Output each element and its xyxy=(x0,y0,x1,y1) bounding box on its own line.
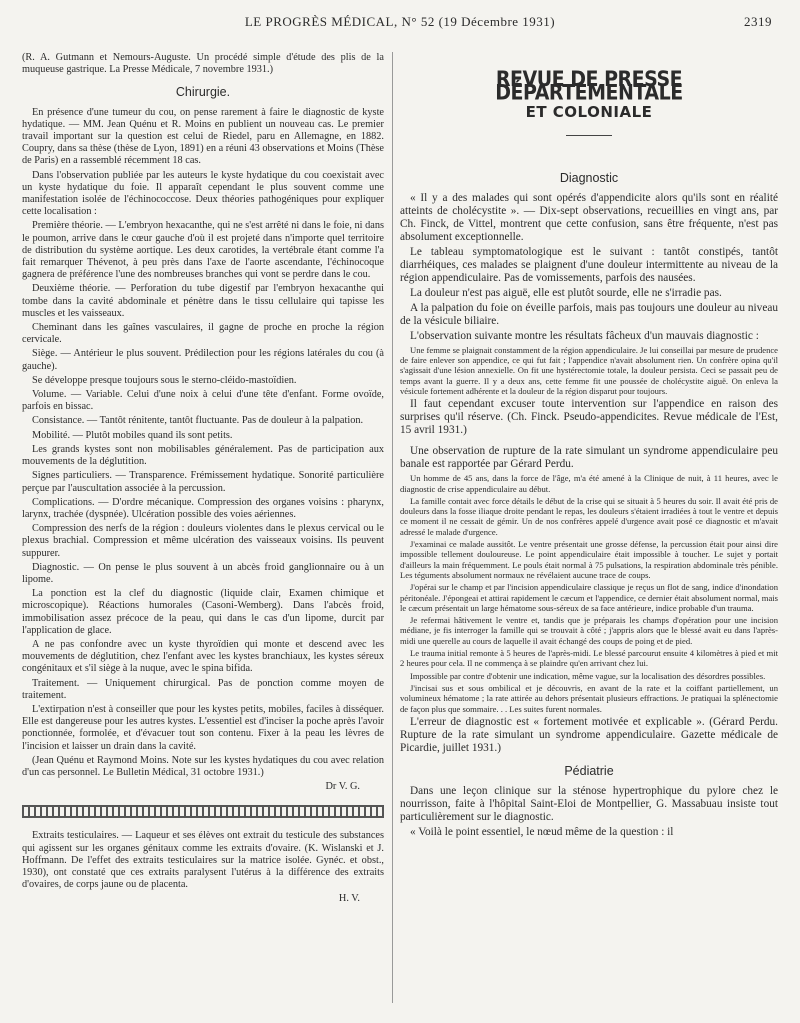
paragraph: « Il y a des malades qui sont opérés d'appendicite alors qu'ils sont en réalité atteints de cholécystite ». — Dix-sept observations, recueillies en vingt ans, par Ch. Finck, de Vittel, montrent que cette confusion, sans être fréquente, n'est pas absolument exceptionnelle. xyxy=(400,191,778,243)
signature: Dr V. G. xyxy=(325,781,360,793)
revue-title: REVUE DE PRESSE DÉPARTEMENTALE xyxy=(495,66,683,106)
paragraph: A la palpation du foie on éveille parfois, mais pas toujours une douleur au niveau de la vésicule biliaire. xyxy=(400,301,778,327)
paragraph: Diagnostic. — On pense le plus souvent à un abcès froid ganglionnaire ou à un lipome. xyxy=(22,561,384,585)
intro-citation: (R. A. Gutmann et Nemours-Auguste. Un procédé simple d'étude des plis de la muqueuse gastrique. La Presse Médicale, 7 novembre 1931.) xyxy=(22,52,384,76)
paragraph: La douleur n'est pas aiguë, elle est plutôt sourde, elle ne s'irradie pas. xyxy=(410,286,722,299)
paragraph: Se développe presque toujours sous le sterno-cléido-mastoïdien. xyxy=(32,374,297,386)
paragraph: Consistance. — Tantôt rénitente, tantôt fluctuante. Pas de douleur à la palpation. xyxy=(32,415,364,427)
paragraph: (Jean Quénu et Raymond Moins. Note sur les kystes hydatiques du cou avec relation d'un cas personnel. Le Bulletin Médical, 31 octobre 1931.) xyxy=(22,754,384,778)
case-report: J'opérai sur le champ et par l'incision appendiculaire classique je reçus un flot de sang, indice d'inondation péritonéale. J'épongeai et attirai rapidement le cæcum et l'appendice, ce dernier était absolument normal, mais le cæcum présentait un large hématome sous-séreux de sa face antérieure, indice probable d'un trauma. xyxy=(400,582,778,613)
paragraph: Compression des nerfs de la région : douleurs violentes dans le plexus cervical ou le plexus brachial. Compression et même ulcération des vaisseaux voisins. Ils peuvent suppurer. xyxy=(22,523,384,559)
left-column xyxy=(22,52,384,1015)
case-report: J'examinai ce malade aussitôt. Le ventre présentait une grosse défense, la percussion était pour ainsi dire impossible tellement douloureuse. Le point appendiculaire était impossible à toucher. Le sujet y portait d'ailleurs la main fréquemment. Le pouls était normal à 75 pulsations, la respiration abdominale très pénible. Les téguments absolument normaux ne révélaient aucune trace de coups. xyxy=(400,539,778,580)
paragraph-rupture: Une observation de rupture de la rate simulant un syndrome appendiculaire peu banale est rapportée par Gérard Perdu. xyxy=(400,445,778,471)
paragraph: L'extirpation n'est à conseiller que pour les kystes petits, mobiles, faciles à disséquer. Elle est dangereuse pour les autres kystes. L'essentiel est d'inciser la poche après l'avoir ponctionnée, formolée, et d'évacuer tout son contenu. Fixer à la peau les lèvres de l'incision et laisser un drain dans la cavité. xyxy=(22,703,384,752)
paragraph: Signes particuliers. — Transparence. Frémissement hydatique. Sonorité particulière perçue par l'auscultation associée à la percussion. xyxy=(22,470,384,494)
paragraph: L'erreur de diagnostic est « fortement motivée et explicable ». (Gérard Perdu. Rupture de la rate simulant un syndrome appendiculaire. Gazette médicale de Picardie, juillet 1931.) xyxy=(400,715,778,754)
paragraph-extraits: Extraits testiculaires. — Laqueur et ses élèves ont extrait du testicule des substances qui agissent sur les organes génitaux comme les extraits d'ovaire. (K. Wislanski et J. Hoffmann. De l'effet des extraits testiculaires sur la matrice isolée. Gynéc. et obst., 1930), ont constaté que ces extraits paralysent l'utérus à la différence des extraits d'ovaires, de corps jaune ou de placenta. xyxy=(22,830,384,891)
right-column xyxy=(400,52,778,1015)
paragraph: Cheminant dans les gaînes vasculaires, il gagne de proche en proche la région cervicale. xyxy=(22,322,384,346)
paragraph: En présence d'une tumeur du cou, on pense rarement à faire le diagnostic de kyste hydatique. — MM. Jean Quénu et R. Moins en publient un nouveau cas. Le premier travail important sur la question est celui de Riedel, paru en Allemagne, en 1882. Coupry, dans sa thèse (thèse de Lyon, 1891) en a réuni 43 observations et Moins (Thèse de Paris) en a rassemblé récemment 18 cas. xyxy=(22,106,384,167)
paragraph: Dans une leçon clinique sur la sténose hypertrophique du pylore chez le nourrisson, faite à l'hôpital Saint-Eloi de Montpellier, G. Massabuau insiste tout particulièrement sur le diagnostic. xyxy=(400,785,778,824)
paragraph: Complications. — D'ordre mécanique. Compression des organes voisins : pharynx, larynx, trachée (dyspnée). Ulcération possible des voies aériennes. xyxy=(22,496,384,520)
section-title-chirurgie: Chirurgie. xyxy=(175,85,231,100)
column-divider xyxy=(392,52,393,1003)
paragraph: Il faut cependant excuser toute intervention sur l'appendice en raison des surprises qu'il réserve. (Ch. Finck. Pseudo-appendicites. Revue médicale de l'Est, 15 avril 1931.) xyxy=(400,398,778,437)
case-report: Impossible par contre d'obtenir une indication, même vague, sur la localisation des désordres possibles. xyxy=(410,670,766,681)
paragraph: Dans l'observation publiée par les auteurs le kyste hydatique du cou coexistait avec un kyste hydatique du foie. Il apparaît cependant le plus souvent comme une manifestation isolée de l'échinococcose. Deux théories pathogéniques pour expliquer cette localisation : xyxy=(22,169,384,218)
paragraph: La ponction est la clef du diagnostic (liquide clair, Examen chimique et microscopique). Réactions humorales (Casoni-Wemberg). Dans l'abcès froid, immobilisation assez précoce de la peau, qui dans le cas d'un lipome, durcit par l'application de glace. xyxy=(22,588,384,636)
decorative-divider xyxy=(22,805,384,818)
title-rule xyxy=(566,135,612,136)
revue-subtitle: ET COLONIALE xyxy=(525,103,653,122)
case-report: Je refermai hâtivement le ventre et, tandis que je préparais les champs d'opération pour une incision médiane, je fis interroger la famille qui se trouvait à côté ; j'appris alors que le blessé avait eu dans l'après-midi une querelle au cours de laquelle il avait échangé des coups de poing et de pied. xyxy=(400,615,778,646)
paragraph: Volume. — Variable. Celui d'une noix à celui d'une tête d'enfant. Forme ovoïde, parfois en bissac. xyxy=(22,389,384,413)
signature: H. V. xyxy=(338,893,360,905)
paragraph: « Voilà le point essentiel, le nœud même de la question : il xyxy=(410,826,674,839)
page-header xyxy=(22,14,778,36)
case-report: J'incisai sus et sous ombilical et je découvris, en avant de la rate et la coiffant partiellement, un volumineux hématome ; la rate attirée au dehors présentait plusieurs effractions. Je pratiquai la splénectomie de façon plus que sommaire. . . Les suites furent normales. xyxy=(400,682,778,714)
section-title-diagnostic: Diagnostic xyxy=(559,170,619,185)
paragraph: Les grands kystes sont non mobilisables généralement. Pas de participation aux mouvements de la déglutition. xyxy=(22,443,384,468)
case-report: Le trauma initial remonte à 5 heures de l'après-midi. Le blessé parcourut ensuite 4 kilomètres à pied et mit 2 heures pour cela. Il ne commença à se plaindre qu'en arrivant chez lui. xyxy=(400,648,778,669)
paragraph: L'observation suivante montre les résultats fâcheux d'un mauvais diagnostic : xyxy=(410,329,759,342)
paragraph: Traitement. — Uniquement chirurgical. Pas de ponction comme moyen de traitement. xyxy=(22,677,384,701)
journal-title: LE PROGRÈS MÉDICAL, N° 52 (19 Décembre 1931) xyxy=(244,14,556,29)
paragraph: Le tableau symptomatologique est le suivant : tantôt constipés, tantôt diarrhéiques, ces malades se plaignent d'une douleur intermittente au niveau de la région appendiculaire. Pas de vomissements, parfois des nausées. xyxy=(400,245,778,284)
paragraph: Siège. — Antérieur le plus souvent. Prédilection pour les régions latérales du cou (à gauche). xyxy=(22,348,384,372)
paragraph: Mobilité. — Plutôt mobiles quand ils sont petits. xyxy=(32,429,233,441)
case-report: La famille contait avec force détails le début de la crise qui se situait à 5 heures du soir. Il avait été pris de douleurs dans la fosse iliaque droite pendant le repas, les douleurs s'étaient irradiées à tout le ventre et depuis ce moment il ne cessait de gémir. Un de nos confrères appelé d'urgence avait posé ce diagnostic et m'avait adressé le malade d'urgence. xyxy=(400,495,778,537)
section-title-pediatrie: Pédiatrie xyxy=(564,763,614,778)
paragraph: Première théorie. — L'embryon hexacanthe, qui ne s'est arrêté ni dans le foie, ni dans le poumon, arrive dans le cœur gauche d'où il est projeté dans n'importe quel territoire de distribution du système aortique. Les deux carotides, la vertébrale étant comme l'a fait remarquer Thévenot, à peu près dans l'axe de l'aorte ascendante, l'échinocoque gagnera de préférence l'une des nombreuses branches qui vont se perdre dans le cou. xyxy=(22,220,384,281)
page-number: 2319 xyxy=(744,14,772,29)
paragraph: A ne pas confondre avec un kyste thyroïdien qui monte et descend avec les mouvements de déglutition, chez l'enfant avec les kystes branchiaux, les kystes séreux congénitaux et s'il siège à la nuque, avec le spina bifida. xyxy=(22,638,384,675)
case-report: Un homme de 45 ans, dans la force de l'âge, m'a été amené à la Clinique de nuit, à 11 heures, avec le diagnostic de crise appendiculaire au début. xyxy=(400,473,778,494)
paragraph: Deuxième théorie. — Perforation du tube digestif par l'embryon hexacanthe qui tombe dans la cavité abdominale et pénètre dans le tissu cellulaire qui tapisse les muscles et les vaisseaux. xyxy=(22,283,384,319)
case-report: Une femme se plaignait constamment de la région appendiculaire. Je lui conseillai par mesure de prudence de faire enlever son appendice, ce qui fut fait ; l'appendice n'avait absolument rien. Un confrère opina qu'il s'agissait d'une lésion annexielle. On fit une hystérectomie totale, la douleur persista. Ceci se passait peu de temps avant la guerre. Il y a deux ans, cette femme fit une poussée de cholécystite aiguë. On enleva la vésicule fortement adhérente et la douleur de la région disparut pour toujours. xyxy=(400,344,778,396)
